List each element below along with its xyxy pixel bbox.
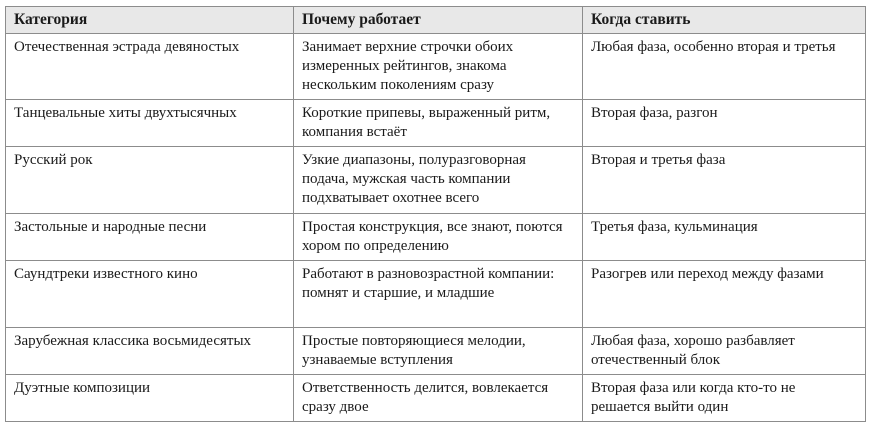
cell-category: Дуэтные композиции	[6, 375, 294, 422]
cell-why-it-works: Простая конструкция, все знают, поются хором по определению	[294, 214, 583, 261]
header-why-it-works: Почему работает	[294, 7, 583, 34]
cell-when-to-play: Любая фаза, хорошо разбавляет отечественный блок	[583, 328, 866, 375]
cell-when-to-play: Третья фаза, кульминация	[583, 214, 866, 261]
table-row	[6, 214, 866, 261]
cell-category: Саундтреки известного кино	[6, 261, 294, 328]
cell-when-to-play: Разогрев или переход между фазами	[583, 261, 866, 328]
cell-category: Застольные и народные песни	[6, 214, 294, 261]
table-row	[6, 261, 866, 328]
table-row	[6, 100, 866, 147]
cell-why-it-works: Узкие диапазоны, полуразговорная подача, мужская часть компании подхватывает охотнее всего	[294, 147, 583, 214]
cell-when-to-play: Вторая фаза, разгон	[583, 100, 866, 147]
cell-why-it-works: Простые повторяющиеся мелодии, узнаваемые вступления	[294, 328, 583, 375]
cell-why-it-works: Короткие припевы, выраженный ритм, компания встаёт	[294, 100, 583, 147]
cell-when-to-play: Вторая фаза или когда кто-то не решается выйти один	[583, 375, 866, 422]
table-row	[6, 375, 866, 422]
song-category-table	[5, 6, 866, 422]
cell-when-to-play: Любая фаза, особенно вторая и третья	[583, 34, 866, 100]
cell-category: Зарубежная классика восьмидесятых	[6, 328, 294, 375]
header-when-to-play: Когда ставить	[583, 7, 866, 34]
header-category: Категория	[6, 7, 294, 34]
cell-category: Русский рок	[6, 147, 294, 214]
cell-why-it-works: Работают в разновозрастной компании: помнят и старшие, и младшие	[294, 261, 583, 328]
cell-when-to-play: Вторая и третья фаза	[583, 147, 866, 214]
cell-category: Танцевальные хиты двухтысячных	[6, 100, 294, 147]
page	[5, 6, 865, 422]
table-header-row	[6, 7, 866, 34]
table-row	[6, 147, 866, 214]
cell-why-it-works: Занимает верхние строчки обоих измеренных рейтингов, знакома нескольким поколениям сразу	[294, 34, 583, 100]
table-row	[6, 34, 866, 100]
cell-category: Отечественная эстрада девяностых	[6, 34, 294, 100]
cell-why-it-works: Ответственность делится, вовлекается сразу двое	[294, 375, 583, 422]
table-row	[6, 328, 866, 375]
